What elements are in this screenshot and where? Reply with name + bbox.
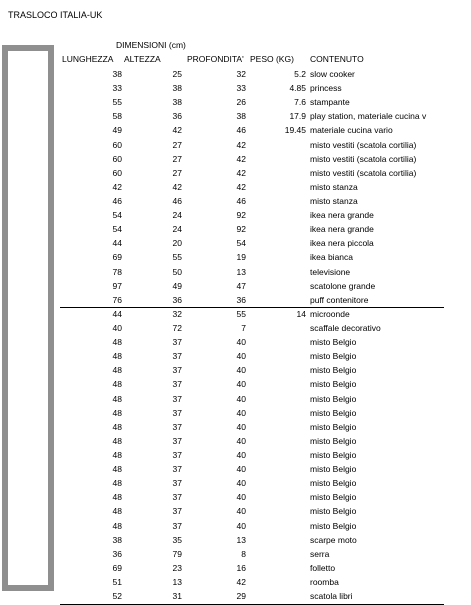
cell-lunghezza: 48 [112,449,122,460]
cell-profondita: 40 [236,506,246,517]
cell-lunghezza: 51 [112,576,122,587]
cell-profondita: 16 [236,562,246,573]
table-row [0,138,471,152]
cell-lunghezza: 38 [112,534,122,545]
cell-lunghezza: 48 [112,421,122,432]
cell-profondita: 36 [236,294,246,305]
table-row [0,448,471,462]
cell-altezza: 37 [172,407,182,418]
cell-lunghezza: 48 [112,464,122,475]
table-row [0,95,471,109]
table-end-line [60,604,444,605]
cell-contenuto: folletto [310,562,336,573]
cell-contenuto: misto Belgio [310,379,357,390]
cell-profondita: 92 [236,210,246,221]
cell-altezza: 37 [172,449,182,460]
table-row [0,349,471,363]
table-row [0,236,471,250]
cell-altezza: 37 [172,365,182,376]
cell-contenuto: televisione [310,266,351,277]
cell-contenuto: ikea nera grande [310,224,374,235]
table-row [0,166,471,180]
cell-profondita: 40 [236,478,246,489]
cell-contenuto: slow cooker [310,69,355,79]
cell-altezza: 38 [172,97,182,108]
cell-profondita: 7 [241,322,246,333]
cell-lunghezza: 69 [112,562,122,573]
cell-altezza: 24 [172,224,182,235]
cell-profondita: 40 [236,337,246,348]
cell-profondita: 40 [236,435,246,446]
cell-altezza: 49 [172,280,182,291]
cell-profondita: 32 [236,69,246,79]
cell-lunghezza: 46 [112,195,122,206]
cell-contenuto: serra [310,548,330,559]
cell-contenuto: misto Belgio [310,337,357,348]
cell-altezza: 27 [172,139,182,150]
cell-profondita: 42 [236,139,246,150]
cell-lunghezza: 48 [112,506,122,517]
table-row [0,476,471,490]
cell-altezza: 24 [172,210,182,221]
cell-altezza: 37 [172,337,182,348]
table-row [0,547,471,561]
cell-contenuto: scarpe moto [310,534,357,545]
cell-contenuto: stampante [310,97,350,108]
cell-altezza: 25 [172,69,182,79]
cell-contenuto: misto Belgio [310,464,357,475]
cell-lunghezza: 48 [112,520,122,531]
cell-altezza: 46 [172,195,182,206]
cell-profondita: 46 [236,125,246,136]
cell-lunghezza: 54 [112,224,122,235]
cell-altezza: 36 [172,294,182,305]
header-contenuto: CONTENUTO [310,54,364,64]
cell-contenuto: misto vestiti (scatola cortilia) [310,139,417,150]
table-row [0,152,471,166]
cell-profondita: 47 [236,280,246,291]
cell-contenuto: misto Belgio [310,365,357,376]
cell-profondita: 92 [236,224,246,235]
table-row [0,406,471,420]
cell-altezza: 27 [172,167,182,178]
cell-lunghezza: 48 [112,435,122,446]
cell-lunghezza: 38 [112,69,122,79]
cell-profondita: 40 [236,449,246,460]
table-row [0,250,471,264]
cell-altezza: 31 [172,591,182,602]
cell-profondita: 29 [236,591,246,602]
cell-profondita: 40 [236,407,246,418]
cell-profondita: 42 [236,153,246,164]
table-row [0,180,471,194]
cell-profondita: 42 [236,181,246,192]
cell-peso: 17.9 [289,111,306,122]
cell-lunghezza: 48 [112,478,122,489]
cell-lunghezza: 55 [112,97,122,108]
cell-profondita: 40 [236,379,246,390]
cell-lunghezza: 69 [112,252,122,263]
cell-lunghezza: 48 [112,407,122,418]
header-profondita: PROFONDITA' [187,54,244,64]
table-row [0,434,471,448]
dimensions-group-label: DIMENSIONI (cm) [116,40,186,50]
cell-contenuto: ikea bianca [310,252,354,263]
table-row [0,504,471,518]
cell-altezza: 79 [172,548,182,559]
cell-altezza: 37 [172,421,182,432]
table-row [0,420,471,434]
cell-altezza: 42 [172,125,182,136]
table-row [0,123,471,137]
cell-contenuto: misto Belgio [310,421,357,432]
table-row [0,561,471,575]
cell-contenuto: princess [310,83,342,94]
inventory-table [0,67,471,603]
document-title: TRASLOCO ITALIA-UK [8,10,103,20]
cell-profondita: 33 [236,83,246,94]
table-row [0,194,471,208]
cell-altezza: 72 [172,322,182,333]
table-row [0,392,471,406]
cell-contenuto: microonde [310,308,350,319]
cell-contenuto: misto Belgio [310,492,357,503]
cell-profondita: 42 [236,576,246,587]
cell-contenuto: misto Belgio [310,449,357,460]
cell-lunghezza: 40 [112,322,122,333]
cell-peso: 7.6 [294,97,306,108]
table-row [0,109,471,123]
cell-profondita: 26 [236,97,246,108]
cell-altezza: 37 [172,492,182,503]
cell-lunghezza: 78 [112,266,122,277]
table-row [0,265,471,279]
cell-contenuto: misto vestiti (scatola cortilia) [310,153,417,164]
cell-altezza: 27 [172,153,182,164]
cell-lunghezza: 44 [112,308,122,319]
cell-contenuto: misto Belgio [310,435,357,446]
table-row [0,279,471,293]
cell-profondita: 40 [236,393,246,404]
cell-lunghezza: 48 [112,492,122,503]
cell-lunghezza: 52 [112,591,122,602]
cell-contenuto: misto stanza [310,195,358,206]
cell-contenuto: misto Belgio [310,393,357,404]
table-row [0,377,471,391]
cell-altezza: 55 [172,252,182,263]
cell-profondita: 8 [241,548,246,559]
cell-profondita: 42 [236,167,246,178]
table-row [0,519,471,533]
cell-contenuto: misto Belgio [310,407,357,418]
cell-lunghezza: 48 [112,365,122,376]
cell-altezza: 35 [172,534,182,545]
table-row [0,81,471,95]
cell-altezza: 37 [172,379,182,390]
cell-lunghezza: 42 [112,181,122,192]
cell-lunghezza: 48 [112,337,122,348]
cell-altezza: 42 [172,181,182,192]
table-row [0,490,471,504]
cell-contenuto: puff contenitore [310,294,369,305]
table-row [0,67,471,81]
table-row [0,363,471,377]
cell-altezza: 50 [172,266,182,277]
cell-contenuto: misto Belgio [310,478,357,489]
cell-altezza: 36 [172,111,182,122]
cell-profondita: 40 [236,520,246,531]
cell-lunghezza: 60 [112,167,122,178]
cell-contenuto: roomba [310,576,339,587]
cell-altezza: 20 [172,238,182,249]
cell-altezza: 37 [172,506,182,517]
cell-lunghezza: 58 [112,111,122,122]
cell-altezza: 37 [172,393,182,404]
cell-altezza: 37 [172,520,182,531]
cell-contenuto: scaffale decorativo [310,322,381,333]
header-altezza: ALTEZZA [124,54,161,64]
cell-profondita: 19 [236,252,246,263]
cell-lunghezza: 48 [112,393,122,404]
cell-lunghezza: 60 [112,139,122,150]
cell-peso: 19.45 [284,125,306,136]
cell-contenuto: misto Belgio [310,520,357,531]
cell-altezza: 37 [172,435,182,446]
cell-lunghezza: 60 [112,153,122,164]
cell-contenuto: scatolone grande [310,280,376,291]
table-row [0,462,471,476]
header-peso: PESO (KG) [250,54,294,64]
cell-altezza: 37 [172,351,182,362]
cell-lunghezza: 44 [112,238,122,249]
cell-altezza: 37 [172,464,182,475]
cell-profondita: 40 [236,421,246,432]
table-row [0,575,471,589]
cell-profondita: 54 [236,238,246,249]
cell-lunghezza: 76 [112,294,122,305]
table-row [0,321,471,335]
cell-altezza: 13 [172,576,182,587]
cell-lunghezza: 48 [112,351,122,362]
cell-peso: 14 [296,308,306,319]
cell-lunghezza: 97 [112,280,122,291]
table-row [0,589,471,603]
table-row [0,293,471,307]
table-row [0,307,471,321]
cell-profondita: 13 [236,534,246,545]
table-row [0,335,471,349]
cell-contenuto: ikea nera piccola [310,238,374,249]
cell-profondita: 40 [236,365,246,376]
cell-altezza: 23 [172,562,182,573]
cell-lunghezza: 48 [112,379,122,390]
cell-profondita: 38 [236,111,246,122]
cell-contenuto: scatola libri [310,591,353,602]
header-lunghezza: LUNGHEZZA [62,54,114,64]
cell-contenuto: misto Belgio [310,351,357,362]
table-row [0,222,471,236]
cell-altezza: 32 [172,308,182,319]
cell-peso: 5.2 [294,69,306,79]
table-row [0,208,471,222]
cell-profondita: 40 [236,492,246,503]
cell-contenuto: materiale cucina vario [310,125,393,136]
cell-lunghezza: 49 [112,125,122,136]
cell-altezza: 37 [172,478,182,489]
cell-contenuto: misto stanza [310,181,358,192]
cell-profondita: 13 [236,266,246,277]
cell-profondita: 46 [236,195,246,206]
cell-altezza: 38 [172,83,182,94]
cell-lunghezza: 54 [112,210,122,221]
cell-contenuto: misto vestiti (scatola cortilia) [310,167,417,178]
cell-peso: 4.85 [289,83,306,94]
cell-profondita: 40 [236,351,246,362]
cell-contenuto: ikea nera grande [310,210,374,221]
cell-lunghezza: 36 [112,548,122,559]
table-row [0,533,471,547]
cell-contenuto: play station, materiale cucina v [310,111,427,122]
cell-contenuto: misto Belgio [310,506,357,517]
cell-lunghezza: 33 [112,83,122,94]
cell-profondita: 55 [236,308,246,319]
cell-profondita: 40 [236,464,246,475]
